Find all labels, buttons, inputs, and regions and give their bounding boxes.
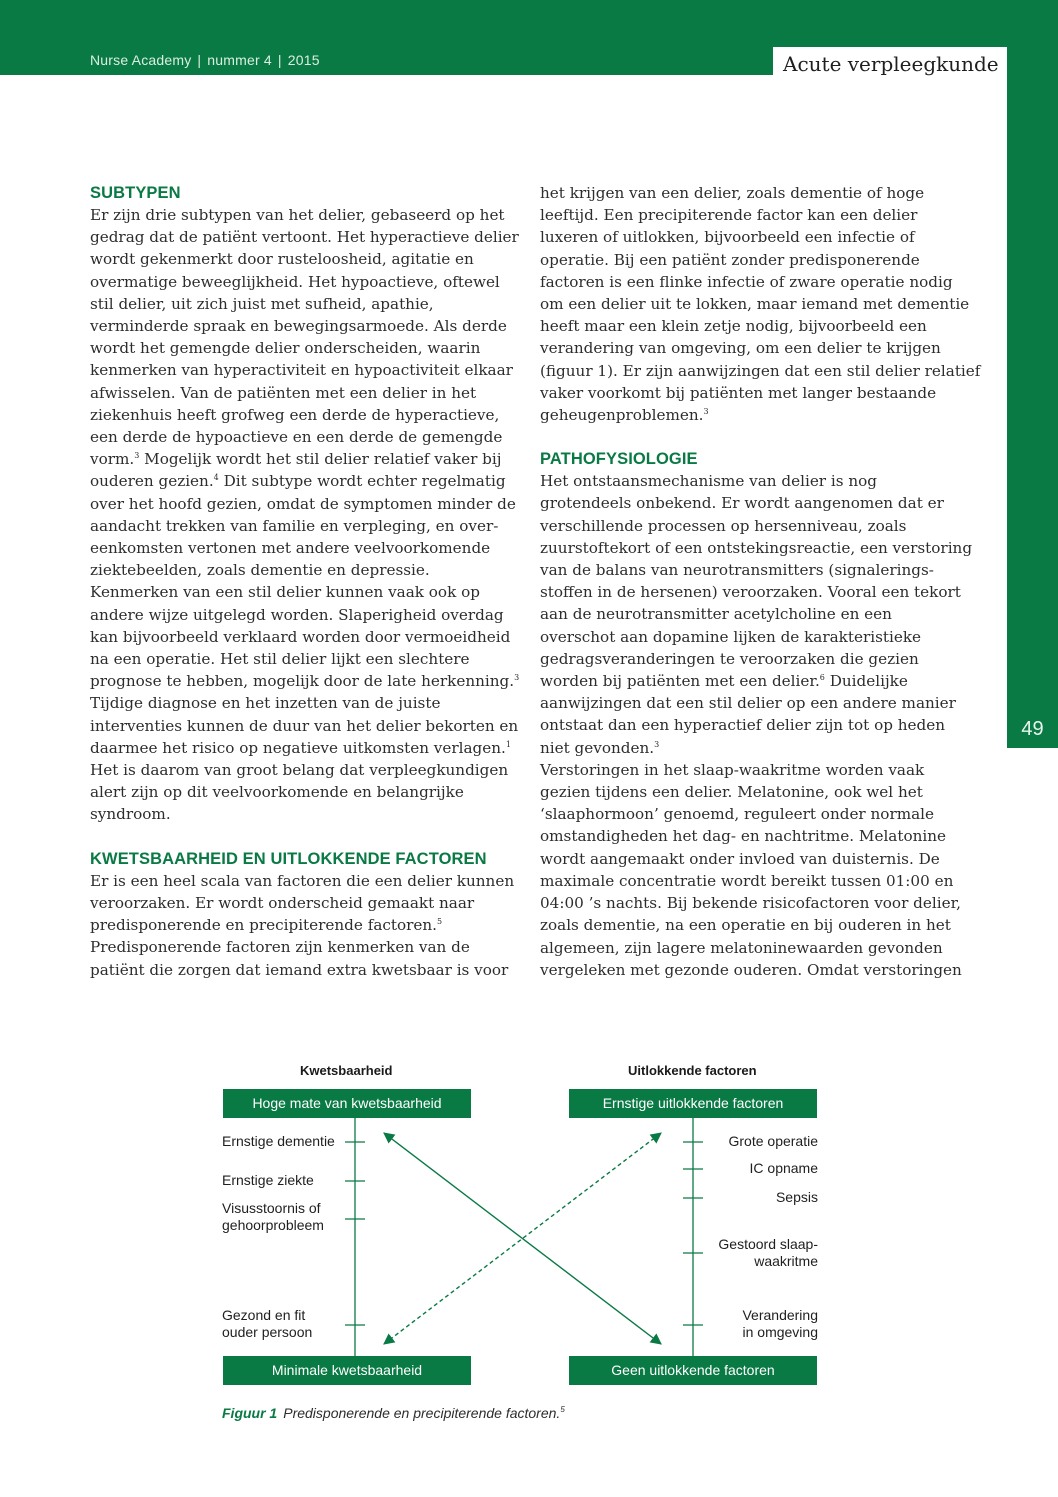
text-line: patiënt die zorgen dat iemand extra kwetsbaar is voor bbox=[90, 960, 509, 979]
reference-marker: 3 bbox=[134, 451, 140, 461]
text-line: syndroom. bbox=[90, 805, 171, 824]
heading-kwetsbaarheid: KWETSBAARHEID EN UITLOKKENDE FACTOREN bbox=[90, 849, 487, 868]
label-verandering-omgeving bbox=[700, 1307, 818, 1341]
text-fragment: ouderen gezien. bbox=[90, 472, 214, 491]
label-ernstige-ziekte: Ernstige ziekte bbox=[222, 1172, 314, 1188]
separator: | bbox=[277, 52, 282, 68]
text-fragment: niet gevonden. bbox=[540, 738, 655, 757]
text-fragment: Dit subtype wordt echter regelmatig bbox=[218, 472, 506, 491]
text-line: ‘slaaphormoon’ genoemd, reguleert onder normale bbox=[540, 805, 935, 824]
text-line: wordt gekenmerkt door rusteloosheid, agitatie en bbox=[90, 250, 474, 269]
text-line: Tijdige diagnose en het inzetten van de juiste bbox=[90, 694, 441, 713]
text-line: kan bijvoorbeeld verklaard worden door vermoeidheid bbox=[90, 627, 511, 646]
text-line: factoren is een flinke infectie of zware operatie nodig bbox=[540, 272, 953, 291]
text-line: Er is een heel scala van factoren die een delier kunnen bbox=[90, 871, 515, 890]
text-line: veroorzaken. Er wordt onderscheid gemaakt naar bbox=[90, 893, 475, 912]
journal-name: Nurse Academy bbox=[90, 52, 192, 68]
text-line: omstandigheden het dag- en nachtritme. Melatonine bbox=[540, 827, 947, 846]
text-line: algemeen, zijn lagere melatoninewaarden gevonden bbox=[540, 938, 943, 957]
text-line: kenmerken van hyperactiviteit en hypoactiviteit elkaar bbox=[90, 361, 513, 380]
text-line: gedrag dat de patiënt vertoont. Het hyperactieve delier bbox=[90, 228, 519, 247]
text-line: zoals dementie, na een operatie en bij ouderen in het bbox=[540, 916, 951, 935]
label-line: Verandering bbox=[742, 1307, 818, 1323]
reference-marker: 5 bbox=[437, 917, 443, 927]
caption-reference: 5 bbox=[560, 1405, 565, 1414]
figure-caption bbox=[222, 1405, 565, 1421]
heading-pathofysiologie: PATHOFYSIOLOGIE bbox=[540, 450, 698, 469]
text-line: heeft maar een klein zetje nodig, bijvoorbeeld een bbox=[540, 317, 927, 336]
text-line: zuurstoftekort of een ontstekingsreactie, een verstoring bbox=[540, 538, 973, 557]
reference-marker: 3 bbox=[654, 739, 660, 749]
text-fragment: prognose te hebben, mogelijk door de late herkenning. bbox=[90, 672, 515, 691]
box-minimal-vulnerability: Minimale kwetsbaarheid bbox=[223, 1356, 471, 1385]
text-line: interventies kunnen de duur van het delier bekorten en bbox=[90, 716, 519, 735]
text-line: Predisponerende factoren zijn kenmerken van de bbox=[90, 938, 470, 957]
text-line: operatie. Bij een patiënt zonder predisponerende bbox=[540, 250, 920, 269]
text-fragment: daarmee het risico op negatieve uitkomsten verlagen. bbox=[90, 738, 506, 757]
text-line: verminderde spraak en bewegingsarmoede. Als derde bbox=[90, 317, 507, 336]
reference-marker: 3 bbox=[514, 673, 520, 683]
year: 2015 bbox=[287, 52, 320, 68]
text-line: aanwijzingen dat een stil delier op een andere manier bbox=[540, 694, 956, 713]
box-no-triggers: Geen uitlokkende factoren bbox=[569, 1356, 817, 1385]
text-line: 04:00 ’s nachts. Bij bekende risicofactoren voor delier, bbox=[540, 894, 961, 913]
reference-marker: 6 bbox=[819, 673, 825, 683]
label-grote-operatie: Grote operatie bbox=[728, 1133, 818, 1149]
text-line: luxeren of uitlokken, bijvoorbeeld een infectie of bbox=[540, 228, 915, 247]
text-line: na een operatie. Het stil delier lijkt een slechtere bbox=[90, 650, 470, 669]
text-fragment: predisponerende en precipiterende factoren. bbox=[90, 916, 437, 935]
label-line: gehoorprobleem bbox=[222, 1217, 324, 1233]
text-fragment: geheugenproblemen. bbox=[540, 406, 704, 425]
text-line: stoffen in de hersenen) veroorzaken. Vooral een tekort bbox=[540, 583, 961, 602]
text-line: verandering van omgeving, om een delier te krijgen bbox=[540, 339, 941, 358]
text-line: stil delier, uit zich juist met sufheid, apathie, bbox=[90, 294, 434, 313]
text-line: ziekenhuis heeft grofweg een derde de hyperactieve, bbox=[90, 405, 500, 424]
text-line: Er zijn drie subtypen van het delier, gebaseerd op het bbox=[90, 206, 505, 224]
left-column-heading: Kwetsbaarheid bbox=[300, 1063, 393, 1078]
text-line: andere wijze uitgelegd worden. Slaperigheid overdag bbox=[90, 605, 504, 624]
text-line: Het ontstaansmechanisme van delier is nog bbox=[540, 472, 878, 491]
text-line: (figuur 1). Er zijn aanwijzingen dat een stil delier relatief bbox=[540, 361, 981, 380]
text-line: ontstaat dan een hyperactief delier zijn tot op heden bbox=[540, 716, 946, 735]
text-fragment: vorm. bbox=[90, 450, 135, 469]
box-high-vulnerability: Hoge mate van kwetsbaarheid bbox=[223, 1089, 471, 1118]
caption-text: Predisponerende en precipiterende factoren. bbox=[283, 1405, 561, 1421]
heading-subtypen: SUBTYPEN bbox=[90, 184, 181, 202]
page-number: 49 bbox=[1021, 718, 1044, 740]
label-line: Visusstoornis of bbox=[222, 1200, 321, 1216]
label-ernstige-dementie: Ernstige dementie bbox=[222, 1133, 335, 1149]
text-line: leeftijd. Een precipiterende factor kan een delier bbox=[540, 206, 918, 225]
text-line: het krijgen van een delier, zoals dementie of hoge bbox=[540, 184, 925, 202]
right-column-heading: Uitlokkende factoren bbox=[628, 1063, 757, 1078]
label-gezond-en-fit bbox=[222, 1307, 312, 1341]
text-line: van de balans van neurotransmitters (signalerings- bbox=[540, 561, 934, 580]
label-line: in omgeving bbox=[742, 1324, 818, 1340]
text-line: aandacht trekken van familie en verpleging, en over- bbox=[90, 516, 499, 535]
text-line: alert zijn op dit veelvoorkomende en belangrijke bbox=[90, 783, 464, 802]
text-line: gezien tijdens een delier. Melatonine, ook wel het bbox=[540, 783, 923, 802]
section-title: Acute verpleegkunde bbox=[783, 52, 999, 76]
text-line: verschillende processen op hersenniveau, zoals bbox=[540, 516, 907, 535]
text-line: wordt het gemengde delier onderscheiden, waarin bbox=[90, 339, 481, 358]
text-line: over het hoofd gezien, omdat de symptomen minder de bbox=[90, 494, 516, 513]
text-line: een derde de hypoactieve en een derde de gemengde bbox=[90, 428, 503, 447]
label-line: waakritme bbox=[754, 1253, 818, 1269]
text-line: maximale concentratie wordt bereikt tussen 01:00 en bbox=[540, 871, 954, 890]
text-fragment: Duidelijke bbox=[824, 672, 908, 691]
text-line: grotendeels onbekend. Er wordt aangenomen dat er bbox=[540, 494, 944, 513]
text-fragment: Mogelijk wordt het stil delier relatief vaker bij bbox=[139, 450, 502, 469]
text-line: vergeleken met gezonde ouderen. Omdat verstoringen bbox=[540, 960, 962, 979]
text-fragment: worden bij patiënten met een delier. bbox=[540, 672, 820, 691]
text-line: om een delier uit te lokken, maar iemand met dementie bbox=[540, 295, 970, 314]
reference-marker: 3 bbox=[703, 407, 709, 417]
text-line: aan de neurotransmitter acetylcholine en een bbox=[540, 605, 892, 624]
reference-marker: 4 bbox=[213, 473, 219, 483]
text-line: gedragsveranderingen te veroorzaken die gezien bbox=[540, 649, 919, 668]
label-sepsis: Sepsis bbox=[775, 1189, 818, 1205]
issue-number: nummer 4 bbox=[207, 52, 272, 68]
text-line: Verstoringen in het slaap-waakritme worden vaak bbox=[540, 760, 925, 779]
separator: | bbox=[197, 52, 202, 68]
text-line: afwisselen. Van de patiënten met een delier in het bbox=[90, 383, 477, 402]
text-line: Kenmerken van een stil delier kunnen vaak ook op bbox=[90, 583, 480, 602]
reference-marker: 1 bbox=[505, 739, 511, 749]
text-line: wordt aangemaakt onder invloed van duisternis. De bbox=[540, 849, 940, 868]
label-line: ouder persoon bbox=[222, 1324, 313, 1340]
text-line: Het is daarom van groot belang dat verpleegkundigen bbox=[90, 761, 509, 780]
label-visusstoornis bbox=[222, 1200, 324, 1234]
text-line: overschot aan dopamine lijken de karakteristieke bbox=[540, 627, 922, 646]
label-line: Gezond en fit bbox=[222, 1307, 306, 1323]
caption-label: Figuur 1 bbox=[222, 1405, 278, 1421]
text-line: overmatige beweeglijkheid. Het hypoactieve, oftewel bbox=[90, 272, 500, 291]
text-line: vaker voorkomt bij patiënten met langer bestaande bbox=[540, 383, 937, 402]
text-line: ziektebeelden, zoals dementie en depressie. bbox=[90, 561, 430, 580]
box-severe-triggers: Ernstige uitlokkende factoren bbox=[569, 1089, 817, 1118]
label-gestoord-slaapwaakritme bbox=[700, 1236, 818, 1270]
text-line: eenkomsten vertonen met andere veelvoorkomende bbox=[90, 539, 491, 558]
label-ic-opname: IC opname bbox=[749, 1160, 818, 1176]
label-line: Gestoord slaap- bbox=[718, 1236, 818, 1252]
